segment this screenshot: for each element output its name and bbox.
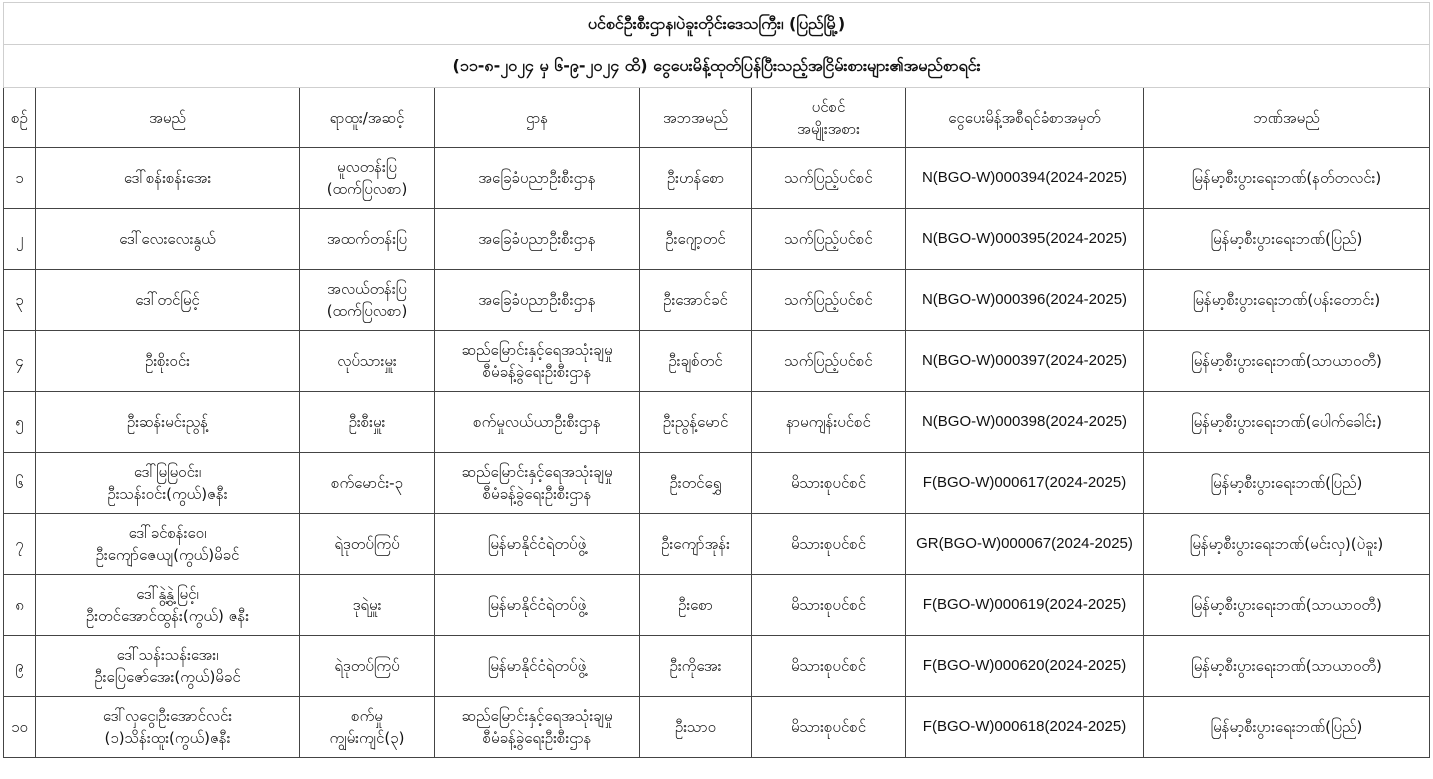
cell-department-line: မြန်မာနိုင်ငံရဲတပ်ဖွဲ့ — [487, 535, 587, 553]
cell-rank-line: စက်မောင်း-၃ — [331, 474, 403, 492]
cell-father-name: ဦးစော — [640, 575, 752, 636]
cell-rank — [300, 392, 435, 453]
cell-bank: မြန်မာ့စီးပွားရေးဘဏ်(ပြည်) — [1144, 453, 1430, 514]
cell-department-line: မြန်မာနိုင်ငံရဲတပ်ဖွဲ့ — [487, 657, 587, 675]
table-row — [4, 514, 1430, 575]
cell-father-name: ဦးဟန်စော — [640, 148, 752, 209]
cell-order-number: N(BGO-W)000396(2024-2025) — [906, 270, 1144, 331]
cell-pension-type: သက်ပြည့်ပင်စင် — [752, 209, 906, 270]
cell-order-number: N(BGO-W)000398(2024-2025) — [906, 392, 1144, 453]
table-row — [4, 575, 1430, 636]
cell-name-line: ဒေါ်လေးလေးနွယ် — [119, 230, 216, 248]
cell-name-line: ဒေါ်လှငွေ၊ဦးအောင်လင်း — [102, 707, 233, 725]
cell-rank — [300, 636, 435, 697]
table-row — [4, 148, 1430, 209]
cell-department — [435, 514, 640, 575]
cell-name — [36, 575, 300, 636]
cell-bank: မြန်မာ့စီးပွားရေးဘဏ်(သာယာဝတီ) — [1144, 331, 1430, 392]
cell-pension-type: သက်ပြည့်ပင်စင် — [752, 148, 906, 209]
cell-name-line: ဦးသန်းဝင်း(ကွယ်)ဇနီး — [107, 485, 228, 503]
table-row — [4, 270, 1430, 331]
header-pension-type-line2: အမျိုးအစား — [797, 119, 860, 138]
cell-rank-line: မူလတန်းပြ — [337, 158, 397, 176]
cell-rank — [300, 331, 435, 392]
cell-name — [36, 453, 300, 514]
cell-no: ၂ — [4, 209, 36, 270]
header-row — [4, 88, 1430, 148]
cell-name-line: ဦးကျော်ဇေယျ(ကွယ်)မိခင် — [95, 546, 240, 564]
cell-bank: မြန်မာ့စီးပွားရေးဘဏ်(မင်းလှ)(ပဲခူး) — [1144, 514, 1430, 575]
cell-rank — [300, 209, 435, 270]
cell-rank-line: အလယ်တန်းပြ — [327, 280, 407, 298]
cell-rank — [300, 514, 435, 575]
cell-rank — [300, 697, 435, 758]
cell-name — [36, 270, 300, 331]
cell-order-number: GR(BGO-W)000067(2024-2025) — [906, 514, 1144, 575]
cell-department-line: အခြေခံပညာဦးစီးဌာန — [478, 291, 596, 309]
cell-department-line: စီမံခန့်ခွဲရေးဦးစီးဌာန — [482, 729, 592, 747]
table-row — [4, 697, 1430, 758]
cell-order-number: N(BGO-W)000395(2024-2025) — [906, 209, 1144, 270]
cell-pension-type: မိသားစုပင်စင် — [752, 514, 906, 575]
cell-order-number: F(BGO-W)000617(2024-2025) — [906, 453, 1144, 514]
cell-department-line: မြန်မာနိုင်ငံရဲတပ်ဖွဲ့ — [487, 596, 587, 614]
cell-department — [435, 148, 640, 209]
table-row — [4, 636, 1430, 697]
cell-name-line: ဦးပြေဇော်အေး(ကွယ်)မိခင် — [94, 668, 241, 686]
cell-department-line: စီမံခန့်ခွဲရေးဦးစီးဌာန — [482, 363, 592, 381]
cell-rank-line: ရဲဒုတပ်ကြပ် — [334, 535, 400, 553]
cell-rank-line: ဒုရဲမှူး — [352, 596, 382, 614]
cell-pension-type: မိသားစုပင်စင် — [752, 697, 906, 758]
cell-department — [435, 270, 640, 331]
cell-name-line: ဦးဆန်းမင်းညွန့် — [126, 413, 209, 431]
cell-name — [36, 392, 300, 453]
header-name: အမည် — [36, 88, 300, 148]
cell-name — [36, 697, 300, 758]
cell-department-line: ဆည်မြောင်းနှင့်ရေအသုံးချမှု — [461, 463, 613, 481]
cell-name — [36, 331, 300, 392]
cell-department-line: အခြေခံပညာဦးစီးဌာန — [478, 230, 596, 248]
header-rank: ရာထူး/အဆင့် — [300, 88, 435, 148]
cell-department-line: ဆည်မြောင်းနှင့်ရေအသုံးချမှု — [461, 707, 613, 725]
cell-father-name: ဦးကိုအေး — [640, 636, 752, 697]
cell-name-line: ဦးတင်အောင်ထွန်း(ကွယ်) ဇနီး — [85, 607, 250, 625]
cell-department — [435, 636, 640, 697]
cell-pension-type: သက်ပြည့်ပင်စင် — [752, 270, 906, 331]
cell-name-line: ဒေါ်မြမြဝင်း၊ — [133, 463, 202, 481]
cell-rank-line: ကျွမ်းကျင်(၃) — [329, 729, 405, 747]
table-row — [4, 331, 1430, 392]
cell-rank — [300, 148, 435, 209]
cell-pension-type: သက်ပြည့်ပင်စင် — [752, 331, 906, 392]
cell-no: ၄ — [4, 331, 36, 392]
cell-no: ၁၀ — [4, 697, 36, 758]
cell-order-number: F(BGO-W)000618(2024-2025) — [906, 697, 1144, 758]
header-department: ဌာန — [435, 88, 640, 148]
table-row — [4, 392, 1430, 453]
cell-department — [435, 575, 640, 636]
sheet-subtitle: (၁၁-၈-၂၀၂၄ မှ ၆-၉-၂၀၂၄ ထိ) ငွေပေးမိန့်ထုတ်ပြန်ပြီးသည့်အငြိမ်းစားများ၏အမည်စာရင်း — [4, 45, 1430, 88]
cell-department-line: စက်မှုလယ်ယာဦးစီးဌာန — [473, 413, 601, 431]
table-row — [4, 209, 1430, 270]
cell-name-line: ဦးစိုးဝင်း — [145, 352, 190, 370]
cell-name-line: ဒေါ်စန်းစန်းအေး — [123, 169, 212, 187]
cell-order-number: N(BGO-W)000394(2024-2025) — [906, 148, 1144, 209]
cell-department — [435, 331, 640, 392]
cell-rank-line: စက်မှု — [351, 707, 383, 725]
cell-pension-type: မိသားစုပင်စင် — [752, 453, 906, 514]
cell-no: ၆ — [4, 453, 36, 514]
cell-father-name: ဦးအောင်ခင် — [640, 270, 752, 331]
cell-pension-type: မိသားစုပင်စင် — [752, 636, 906, 697]
header-pension-type-line1: ပင်စင် — [811, 97, 846, 116]
cell-bank: မြန်မာ့စီးပွားရေးဘဏ်(ပန်းတောင်း) — [1144, 270, 1430, 331]
cell-bank: မြန်မာ့စီးပွားရေးဘဏ်(ပြည်) — [1144, 209, 1430, 270]
cell-order-number: F(BGO-W)000619(2024-2025) — [906, 575, 1144, 636]
header-no: စဉ် — [4, 88, 36, 148]
table-row — [4, 453, 1430, 514]
cell-pension-type: မိသားစုပင်စင် — [752, 575, 906, 636]
cell-father-name: ဦးကျော်အုန်း — [640, 514, 752, 575]
cell-name-line: ဒေါ်တင်မြင့် — [135, 291, 200, 309]
cell-department — [435, 697, 640, 758]
cell-bank: မြန်မာ့စီးပွားရေးဘဏ်(ပေါက်ခေါင်း) — [1144, 392, 1430, 453]
cell-bank: မြန်မာ့စီးပွားရေးဘဏ်(သာယာဝတီ) — [1144, 575, 1430, 636]
cell-name-line: ဒေါ်ခင်စန်းဝေ၊ — [128, 524, 207, 542]
header-bank: ဘဏ်အမည် — [1144, 88, 1430, 148]
cell-father-name: ဦးဂျော့တင် — [640, 209, 752, 270]
cell-rank — [300, 575, 435, 636]
cell-rank-line: ဦးစီးမှူး — [348, 413, 386, 431]
pension-table — [3, 2, 1430, 758]
cell-rank-line: (ထက်ပြလစာ) — [326, 180, 408, 198]
cell-department — [435, 392, 640, 453]
cell-pension-type: နာမကျန်းပင်စင် — [752, 392, 906, 453]
cell-rank-line: အထက်တန်းပြ — [326, 230, 408, 248]
header-father-name: အဘအမည် — [640, 88, 752, 148]
cell-father-name: ဦးညွန့်မောင် — [640, 392, 752, 453]
cell-name — [36, 514, 300, 575]
cell-bank: မြန်မာ့စီးပွားရေးဘဏ်(ပြည်) — [1144, 697, 1430, 758]
cell-no: ၉ — [4, 636, 36, 697]
cell-department — [435, 209, 640, 270]
cell-father-name: ဦးတင်ရွှေ — [640, 453, 752, 514]
cell-rank — [300, 453, 435, 514]
cell-name-line: (၁)သိန်းထူး(ကွယ်)ဇနီး — [104, 729, 231, 747]
cell-name — [36, 636, 300, 697]
cell-name — [36, 148, 300, 209]
cell-name — [36, 209, 300, 270]
cell-rank — [300, 270, 435, 331]
cell-name-line: ဒေါ်သန်းသန်းအေး၊ — [116, 646, 219, 664]
cell-order-number: N(BGO-W)000397(2024-2025) — [906, 331, 1144, 392]
cell-department-line: စီမံခန့်ခွဲရေးဦးစီးဌာန — [482, 485, 592, 503]
cell-father-name: ဦးချစ်တင် — [640, 331, 752, 392]
cell-no: ၃ — [4, 270, 36, 331]
cell-no: ၈ — [4, 575, 36, 636]
header-pension-type — [752, 88, 906, 148]
cell-bank: မြန်မာ့စီးပွားရေးဘဏ်(သာယာဝတီ) — [1144, 636, 1430, 697]
cell-rank-line: (ထက်ပြလစာ) — [326, 302, 408, 320]
sheet-title: ပင်စင်ဦးစီးဌာန၊ပဲခူးတိုင်းဒေသကြီး၊ (ပြည်မြို့) — [4, 3, 1430, 45]
cell-department-line: အခြေခံပညာဦးစီးဌာန — [478, 169, 596, 187]
cell-no: ၇ — [4, 514, 36, 575]
cell-rank-line: လုပ်သားမှူး — [337, 352, 397, 370]
cell-rank-line: ရဲဒုတပ်ကြပ် — [334, 657, 400, 675]
cell-no: ၅ — [4, 392, 36, 453]
cell-no: ၁ — [4, 148, 36, 209]
header-order-number: ငွေပေးမိန့်အစီရင်ခံစာအမှတ် — [906, 88, 1144, 148]
cell-bank: မြန်မာ့စီးပွားရေးဘဏ်(နတ်တလင်း) — [1144, 148, 1430, 209]
cell-name-line: ဒေါ်နွဲ့နွဲ့မြင့်၊ — [136, 585, 199, 603]
cell-department-line: ဆည်မြောင်းနှင့်ရေအသုံးချမှု — [461, 341, 613, 359]
cell-order-number: F(BGO-W)000620(2024-2025) — [906, 636, 1144, 697]
cell-department — [435, 453, 640, 514]
cell-father-name: ဦးသာဝ — [640, 697, 752, 758]
